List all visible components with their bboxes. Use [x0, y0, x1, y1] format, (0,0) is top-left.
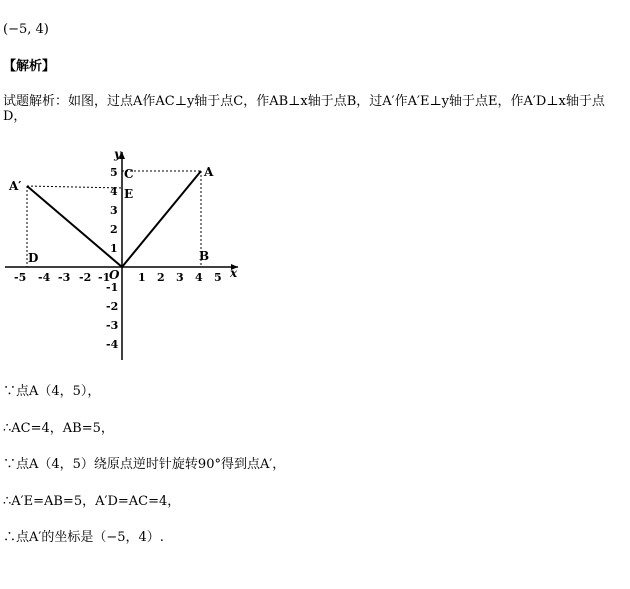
y-tick-label: -4: [106, 338, 119, 351]
origin-label: O: [109, 268, 120, 282]
x-tick-label: 4: [195, 271, 203, 284]
y-tick-label: 4: [110, 185, 118, 198]
y-tick-label: 1: [110, 242, 118, 255]
step-line: ∴AC=4，AB=5，: [3, 421, 114, 436]
x-tick-label: 2: [157, 271, 165, 284]
y-axis-label: y: [114, 147, 121, 161]
point-e-label: E: [124, 187, 134, 201]
y-tick-label: -2: [106, 300, 119, 313]
segment-oa: [122, 171, 201, 267]
x-tick-label: -2: [79, 271, 92, 284]
y-tick-label: -1: [106, 281, 119, 294]
x-tick-label: -3: [58, 271, 71, 284]
section-title: 【解析】: [3, 59, 56, 74]
y-tick-label: 3: [110, 204, 118, 217]
point-a-prime-label: A′: [9, 179, 22, 193]
y-tick-label: 5: [110, 166, 118, 179]
y-tick-label: 2: [110, 223, 118, 236]
y-tick-label: -3: [106, 319, 119, 332]
x-tick-label: -4: [38, 271, 51, 284]
analysis-text: 试题解析：如图，过点A作AC⊥y轴于点C，作AB⊥x轴于点B，过A′作A′E⊥y轴于点E，作A′D⊥x轴于点D，: [3, 94, 605, 124]
segment-oa-prime: [27, 186, 122, 267]
x-axis-label: x: [230, 266, 238, 280]
answer-text: (−5, 4): [3, 22, 49, 37]
step-line: ∵点A（4，5）绕原点逆时针旋转90°得到点A′，: [3, 457, 286, 472]
step-line: ∴点A′的坐标是（−5，4）.: [3, 530, 164, 545]
x-tick-label: -1: [98, 271, 111, 284]
point-a-label: A: [204, 165, 214, 179]
x-tick-label: -5: [14, 271, 27, 284]
point-c-label: C: [124, 167, 134, 181]
step-line: ∴A′E=AB=5，A′D=AC=4，: [3, 494, 181, 509]
step-line: ∵点A（4，5），: [3, 384, 101, 399]
x-tick-label: 3: [176, 271, 184, 284]
x-tick-label: 5: [214, 271, 222, 284]
point-d-label: D: [28, 251, 39, 265]
point-b-label: B: [199, 249, 210, 263]
x-tick-label: 1: [138, 271, 146, 284]
coordinate-figure: [0, 140, 260, 365]
a-prime-e-dotted-line: [27, 186, 122, 188]
